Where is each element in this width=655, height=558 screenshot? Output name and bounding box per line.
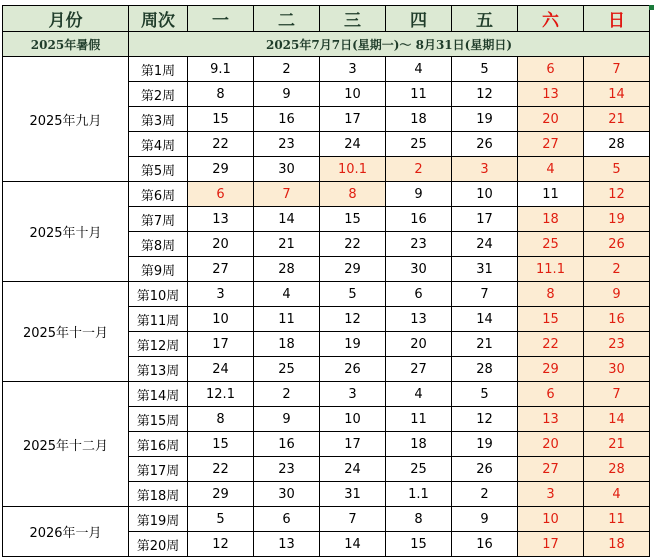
week-label: 第1周 — [129, 57, 188, 82]
day-header-fri: 五 — [452, 6, 518, 32]
day-cell: 5 — [188, 507, 254, 532]
day-cell: 6 — [254, 507, 320, 532]
day-cell: 23 — [254, 457, 320, 482]
day-cell: 23 — [584, 332, 650, 357]
day-cell: 18 — [584, 532, 650, 557]
week-label: 第18周 — [129, 482, 188, 507]
summer-vacation-range: 2025年7月7日(星期一)～ 8月31日(星期日) — [129, 32, 650, 57]
day-cell: 13 — [188, 207, 254, 232]
month-label: 2025年十二月 — [3, 382, 129, 507]
day-cell: 17 — [320, 432, 386, 457]
day-cell: 6 — [386, 282, 452, 307]
day-cell: 21 — [254, 232, 320, 257]
day-cell: 26 — [320, 357, 386, 382]
day-cell: 9.1 — [188, 57, 254, 82]
day-cell: 21 — [452, 332, 518, 357]
day-cell: 18 — [386, 107, 452, 132]
week-label: 第6周 — [129, 182, 188, 207]
day-cell: 20 — [518, 107, 584, 132]
week-label: 第17周 — [129, 457, 188, 482]
day-cell: 9 — [386, 182, 452, 207]
day-cell: 16 — [452, 532, 518, 557]
day-cell: 14 — [452, 307, 518, 332]
day-cell: 18 — [518, 207, 584, 232]
day-cell: 2 — [386, 157, 452, 182]
day-cell: 16 — [254, 107, 320, 132]
week-label: 第4周 — [129, 132, 188, 157]
day-cell: 16 — [386, 207, 452, 232]
week-row — [3, 507, 650, 532]
day-cell: 16 — [584, 307, 650, 332]
week-label: 第10周 — [129, 282, 188, 307]
day-cell: 21 — [584, 432, 650, 457]
day-cell: 24 — [452, 232, 518, 257]
day-cell: 25 — [254, 357, 320, 382]
day-cell: 23 — [254, 132, 320, 157]
day-cell: 11.1 — [518, 257, 584, 282]
day-cell: 19 — [452, 432, 518, 457]
month-label: 2025年十月 — [3, 182, 129, 282]
week-label: 第8周 — [129, 232, 188, 257]
day-cell: 30 — [254, 482, 320, 507]
day-cell: 3 — [452, 157, 518, 182]
day-cell: 10 — [320, 82, 386, 107]
week-label: 第11周 — [129, 307, 188, 332]
day-cell: 11 — [584, 507, 650, 532]
day-cell: 7 — [452, 282, 518, 307]
day-cell: 5 — [452, 57, 518, 82]
day-cell: 15 — [188, 107, 254, 132]
day-cell: 29 — [320, 257, 386, 282]
day-cell: 27 — [518, 132, 584, 157]
day-cell: 4 — [584, 482, 650, 507]
day-cell: 13 — [254, 532, 320, 557]
day-cell: 13 — [518, 82, 584, 107]
day-cell: 8 — [188, 82, 254, 107]
day-cell: 2 — [254, 382, 320, 407]
day-cell: 2 — [254, 57, 320, 82]
day-cell: 1.1 — [386, 482, 452, 507]
week-label: 第5周 — [129, 157, 188, 182]
day-cell: 5 — [452, 382, 518, 407]
day-cell: 2 — [452, 482, 518, 507]
day-cell: 27 — [188, 257, 254, 282]
day-cell: 26 — [452, 132, 518, 157]
day-cell: 14 — [584, 82, 650, 107]
week-label: 第14周 — [129, 382, 188, 407]
week-label: 第13周 — [129, 357, 188, 382]
day-header-tue: 二 — [254, 6, 320, 32]
day-cell: 22 — [188, 132, 254, 157]
week-label: 第9周 — [129, 257, 188, 282]
day-cell: 4 — [518, 157, 584, 182]
day-cell: 17 — [452, 207, 518, 232]
day-cell: 29 — [518, 357, 584, 382]
calendar-body — [3, 57, 650, 557]
day-cell: 15 — [320, 207, 386, 232]
day-cell: 15 — [188, 432, 254, 457]
day-cell: 11 — [254, 307, 320, 332]
day-cell: 9 — [254, 82, 320, 107]
day-cell: 31 — [452, 257, 518, 282]
day-cell: 10 — [188, 307, 254, 332]
day-cell: 6 — [518, 382, 584, 407]
day-header-wed: 三 — [320, 6, 386, 32]
day-cell: 3 — [188, 282, 254, 307]
day-cell: 17 — [320, 107, 386, 132]
day-cell: 27 — [386, 357, 452, 382]
day-cell: 24 — [320, 457, 386, 482]
day-cell: 25 — [518, 232, 584, 257]
summer-vacation-label: 2025年暑假 — [3, 32, 129, 57]
day-cell: 11 — [518, 182, 584, 207]
day-cell: 7 — [254, 182, 320, 207]
day-cell: 17 — [518, 532, 584, 557]
day-cell: 12.1 — [188, 382, 254, 407]
school-calendar-table — [2, 5, 650, 557]
day-cell: 29 — [188, 482, 254, 507]
day-cell: 24 — [188, 357, 254, 382]
week-row — [3, 382, 650, 407]
day-cell: 13 — [518, 407, 584, 432]
day-cell: 25 — [386, 457, 452, 482]
day-cell: 10.1 — [320, 157, 386, 182]
day-cell: 12 — [452, 82, 518, 107]
day-cell: 12 — [584, 182, 650, 207]
week-label: 第15周 — [129, 407, 188, 432]
day-header-thu: 四 — [386, 6, 452, 32]
week-label: 第16周 — [129, 432, 188, 457]
day-cell: 7 — [584, 382, 650, 407]
week-row — [3, 182, 650, 207]
day-cell: 20 — [188, 232, 254, 257]
week-label: 第19周 — [129, 507, 188, 532]
day-cell: 4 — [386, 382, 452, 407]
day-header-mon: 一 — [188, 6, 254, 32]
day-cell: 30 — [386, 257, 452, 282]
day-cell: 27 — [518, 457, 584, 482]
day-cell: 19 — [584, 207, 650, 232]
day-cell: 13 — [386, 307, 452, 332]
week-label: 第3周 — [129, 107, 188, 132]
day-cell: 30 — [254, 157, 320, 182]
day-cell: 12 — [188, 532, 254, 557]
day-cell: 12 — [452, 407, 518, 432]
day-cell: 15 — [386, 532, 452, 557]
day-header-sat: 六 — [518, 6, 584, 32]
week-label: 第2周 — [129, 82, 188, 107]
week-row — [3, 57, 650, 82]
day-cell: 20 — [386, 332, 452, 357]
day-cell: 9 — [254, 407, 320, 432]
day-cell: 3 — [320, 57, 386, 82]
day-cell: 21 — [584, 107, 650, 132]
day-cell: 3 — [518, 482, 584, 507]
day-cell: 8 — [188, 407, 254, 432]
day-cell: 22 — [320, 232, 386, 257]
day-cell: 8 — [320, 182, 386, 207]
week-row — [3, 282, 650, 307]
day-cell: 8 — [386, 507, 452, 532]
day-cell: 18 — [386, 432, 452, 457]
week-column-header: 周次 — [129, 6, 188, 32]
day-cell: 23 — [386, 232, 452, 257]
day-cell: 26 — [584, 232, 650, 257]
day-cell: 10 — [320, 407, 386, 432]
day-cell: 20 — [518, 432, 584, 457]
month-label: 2025年九月 — [3, 57, 129, 182]
day-cell: 22 — [518, 332, 584, 357]
day-cell: 22 — [188, 457, 254, 482]
day-cell: 4 — [386, 57, 452, 82]
day-cell: 19 — [320, 332, 386, 357]
day-cell: 17 — [188, 332, 254, 357]
day-cell: 28 — [584, 457, 650, 482]
day-cell: 28 — [584, 132, 650, 157]
day-cell: 5 — [320, 282, 386, 307]
week-label: 第20周 — [129, 532, 188, 557]
corner-marker — [649, 5, 654, 10]
day-cell: 30 — [584, 357, 650, 382]
day-cell: 7 — [320, 507, 386, 532]
summer-vacation-row — [3, 32, 650, 57]
day-cell: 14 — [584, 407, 650, 432]
day-cell: 26 — [452, 457, 518, 482]
day-cell: 14 — [254, 207, 320, 232]
day-cell: 15 — [518, 307, 584, 332]
day-cell: 12 — [320, 307, 386, 332]
week-label: 第12周 — [129, 332, 188, 357]
day-cell: 10 — [452, 182, 518, 207]
day-cell: 16 — [254, 432, 320, 457]
day-cell: 28 — [452, 357, 518, 382]
header-row — [3, 6, 650, 32]
day-cell: 9 — [452, 507, 518, 532]
day-cell: 7 — [584, 57, 650, 82]
day-cell: 9 — [584, 282, 650, 307]
day-cell: 29 — [188, 157, 254, 182]
day-cell: 11 — [386, 82, 452, 107]
day-cell: 2 — [584, 257, 650, 282]
day-cell: 6 — [518, 57, 584, 82]
day-cell: 6 — [188, 182, 254, 207]
day-cell: 14 — [320, 532, 386, 557]
week-label: 第7周 — [129, 207, 188, 232]
month-column-header: 月份 — [3, 6, 129, 32]
day-cell: 18 — [254, 332, 320, 357]
day-cell: 10 — [518, 507, 584, 532]
day-cell: 25 — [386, 132, 452, 157]
month-label: 2026年一月 — [3, 507, 129, 557]
day-cell: 3 — [320, 382, 386, 407]
day-cell: 31 — [320, 482, 386, 507]
day-cell: 4 — [254, 282, 320, 307]
day-cell: 28 — [254, 257, 320, 282]
day-cell: 8 — [518, 282, 584, 307]
day-cell: 11 — [386, 407, 452, 432]
day-cell: 5 — [584, 157, 650, 182]
day-cell: 24 — [320, 132, 386, 157]
day-header-sun: 日 — [584, 6, 650, 32]
day-cell: 19 — [452, 107, 518, 132]
month-label: 2025年十一月 — [3, 282, 129, 382]
